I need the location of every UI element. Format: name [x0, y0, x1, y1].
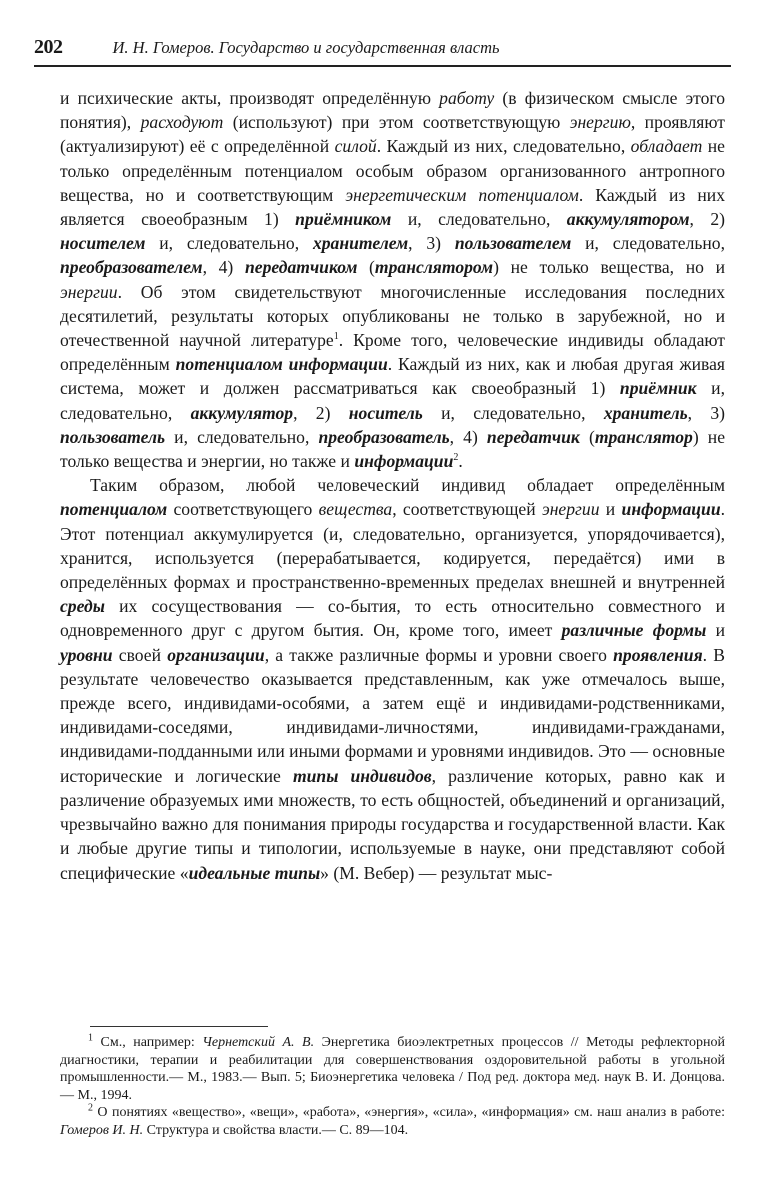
bold-italic-term: потенциалом	[60, 499, 168, 520]
bold-italic-term: среды	[60, 596, 105, 617]
text-span: , соответствующей	[392, 499, 542, 520]
text-span: Таким образом, любой человеческий индивид обладает определённым	[90, 475, 725, 496]
italic-term: обладает	[630, 136, 703, 157]
footnote-2	[60, 1104, 725, 1139]
bold-italic-term: носителем	[60, 233, 146, 254]
italic-term: энергии	[541, 499, 600, 520]
text-span: (	[357, 257, 375, 278]
bold-italic-term: организации	[167, 644, 265, 665]
running-title: И. Н. Гомеров. Государство и государственная власть	[112, 38, 500, 57]
bold-italic-term: приёмник	[619, 378, 697, 399]
text-span: Структура и свойства власти.— С. 89—104.	[143, 1122, 409, 1138]
text-span: и психические акты, производят определённую	[60, 88, 440, 108]
text-span: не только определённым потенциалом особым образом организованного антропного вещества, но и соответствующим	[60, 136, 725, 205]
text-span: , 2)	[689, 209, 726, 230]
page-number: 202	[34, 36, 63, 58]
header-rule	[34, 65, 731, 67]
text-span: . В результате человечество оказывается представленным, как уже отмечалось выше, прежде всего, индивидами-особями, а затем ещё и индивидами-родственниками, индивидами-соседями, индивидами-личностями, индивидами-гражданами, индивидами-подданными или иными формами и уровнями индивидов. Это — основные исторические и логические	[60, 644, 725, 786]
footnote-mark: 2	[88, 1102, 93, 1114]
text-span: , 3)	[408, 233, 455, 254]
bold-italic-term: хранителем	[312, 233, 409, 254]
footnote-author: Гомеров И. Н.	[60, 1122, 144, 1138]
text-span: . Каждый из них, следовательно,	[376, 136, 631, 157]
text-span: , проявляют (актуализируют) её с определённой	[60, 112, 725, 157]
bold-italic-term: различные формы	[561, 620, 707, 641]
bold-italic-term: носитель	[348, 402, 423, 423]
text-span: , а также различные формы и уровни своего	[264, 644, 614, 665]
text-span: и, следовательно,	[571, 233, 725, 254]
text-span: О понятиях «вещество», «вещи», «работа», «энергия», «сила», «информация» см. наш анализ в работе:	[93, 1105, 725, 1121]
footnote-ref[interactable]: 2	[453, 452, 459, 464]
text-span: ) не только вещества и энергии, но также и	[60, 426, 725, 472]
bold-italic-term: пользователь	[60, 426, 166, 447]
bold-italic-term: информации	[354, 451, 454, 472]
bold-italic-term: транслятор	[594, 426, 693, 447]
italic-term: вещества	[318, 499, 393, 520]
bold-italic-term: аккумулятор	[190, 402, 294, 423]
main-text	[60, 86, 725, 885]
bold-italic-term: уровни	[60, 644, 113, 665]
bold-italic-term: передатчик	[486, 426, 580, 447]
text-span: и, следовательно,	[145, 233, 313, 254]
footnotes	[60, 1034, 725, 1140]
footnote-author: Чернетский А. В.	[202, 1035, 315, 1050]
text-span: и	[706, 620, 725, 641]
footnote-mark: 1	[88, 1032, 93, 1044]
text-span: и, следовательно,	[391, 209, 567, 230]
text-span: .	[458, 451, 463, 472]
text-span: и, следовательно,	[422, 402, 604, 423]
text-span: , 4)	[449, 426, 487, 447]
bold-italic-term: преобразователем	[60, 257, 203, 278]
bold-italic-term: идеальные типы	[188, 862, 321, 883]
text-span: . Кроме того, человеческие индивиды обладают определённым	[60, 330, 725, 375]
text-span: (используют) при этом соответствующую	[223, 112, 570, 133]
text-span: , различение которых, равно как и различение образуемых ими множеств, то есть общностей, объединений и организаций, чрезвычайно важно для понимания природы государства и государственной власти. Как и любые другие типы и типологии, используемые в науке, они представляют собой специфические «	[60, 765, 725, 883]
text-span: . Этот потенциал аккумулируется (и, следовательно, организуется, упорядочивается), хранится, используется (перерабатывается, кодируется, передаётся) ими в определённых формах и пространственно-временных пределах внешней и внутренней	[60, 499, 726, 593]
text-span: . Каждый из них, как и любая другая живая система, может и должен рассматриваться как своеобразный 1)	[60, 354, 726, 399]
text-span: См., например:	[93, 1035, 203, 1050]
bold-italic-term: аккумулятором	[566, 209, 690, 230]
paragraph-2	[60, 473, 725, 884]
footnote-separator	[90, 1026, 268, 1027]
text-span: (в физическом смысле этого понятия),	[60, 88, 725, 133]
paragraph-1	[60, 86, 725, 473]
italic-term: энергии	[60, 281, 118, 302]
text-span: и	[599, 499, 622, 520]
italic-term: работу	[439, 88, 495, 108]
text-span: . Об этом свидетельствуют многочисленные исследования последних десятилетий, результаты которых опубликованы не только в зарубежной, но и отечественной научной литературе	[60, 281, 725, 351]
bold-italic-term: проявления	[613, 644, 703, 665]
page-header	[34, 36, 729, 66]
bold-italic-term: транслятором	[374, 257, 494, 278]
text-span: Энергетика биоэлектретных процессов // Методы рефлекторной диагностики, терапии и реабилитации для совершенствования оздоровительной работы в угольной промышленности.— М., 1983.— Вып. 5; Биоэнергетика человека / Под ред. доктора мед. наук В. И. Донцова.— М., 1994.	[60, 1035, 725, 1103]
bold-italic-term: передатчиком	[244, 257, 358, 278]
text-span: , 3)	[687, 402, 726, 423]
italic-term: расходуют	[140, 112, 224, 133]
bold-italic-term: пользователем	[454, 233, 572, 254]
bold-italic-term: потенциалом информации	[175, 354, 388, 375]
text-span: » (М. Вебер) — результат мыс-	[320, 862, 553, 883]
bold-italic-term: приёмником	[295, 209, 392, 230]
text-span: , 4)	[202, 257, 245, 278]
text-span: . Каждый из них является своеобразным 1)	[60, 184, 726, 230]
text-span: ) не только вещества, но и	[493, 257, 725, 278]
text-span: , 2)	[293, 402, 349, 423]
bold-italic-term: информации	[621, 499, 721, 520]
bold-italic-term: хранитель	[603, 402, 688, 423]
bold-italic-term: типы индивидов	[292, 765, 432, 786]
italic-term: энергию	[569, 112, 631, 133]
text-span: (	[579, 426, 595, 447]
italic-term: силой	[334, 136, 377, 157]
text-span: и, следовательно,	[165, 426, 319, 447]
footnote-1	[60, 1034, 725, 1104]
text-span: их сосуществования — со-бытия, то есть относительно совместного и одновременного друг с другом бытия. Он, кроме того, имеет	[60, 596, 725, 641]
footnote-ref[interactable]: 1	[333, 331, 339, 343]
text-span: и, следовательно,	[60, 378, 725, 423]
text-span: соответствующего	[167, 499, 319, 520]
italic-term: энергетическим потенциалом	[345, 184, 579, 205]
bold-italic-term: преобразователь	[318, 426, 450, 447]
text-span: своей	[112, 644, 168, 665]
